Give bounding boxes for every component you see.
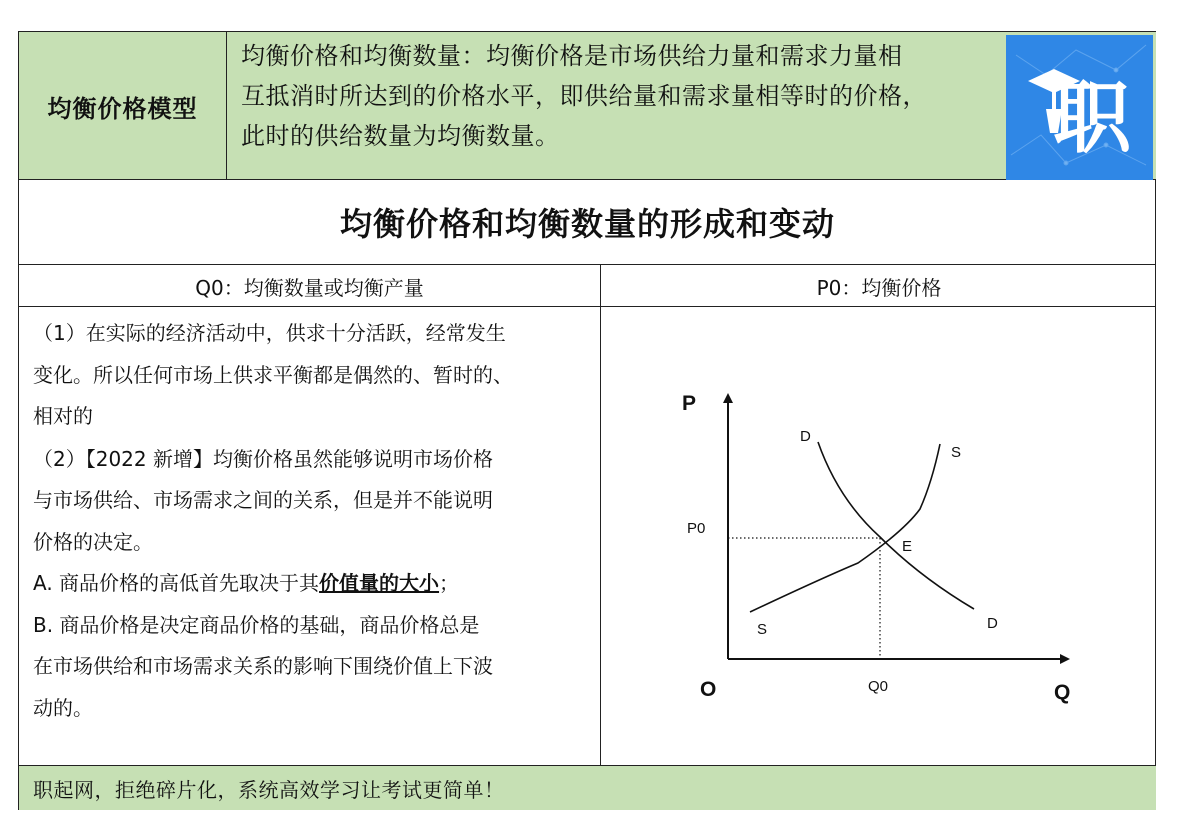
note-a-suffix: ； [439,571,460,595]
notes-text [19,307,601,766]
subheader-row [19,265,1156,307]
demand-label-top: D [800,428,811,445]
note-line: （1）在实际的经济活动中，供求十分活跃，经常发生 [33,321,506,345]
note-a-prefix: A. 商品价格的高低首先取决于其 [33,571,320,595]
origin-label: O [700,678,717,701]
chart-svg [602,307,1156,766]
note-line: 价格的决定。 [33,529,153,554]
definition-line: 此时的供给数量为均衡数量。 [241,122,560,150]
p0-label: P0 [687,520,706,537]
q0-label: Q0 [868,678,889,695]
info-card [18,31,1156,810]
q0-definition: Q0：均衡数量或均衡产量 [19,265,601,307]
logo-char: 职 [1052,74,1132,164]
definition-text [229,32,1009,180]
note-line: B. 商品价格是决定商品价格的基础，商品价格总是 [33,612,480,637]
content-row [19,307,1156,766]
note-line: 与市场供给、市场需求之间的关系，但是并不能说明 [33,488,493,512]
y-axis-label: P [682,392,697,415]
demand-label-bottom: D [987,615,998,632]
supply-label-bottom: S [757,621,768,638]
logo-graphic [1006,35,1153,180]
header-row [19,32,1156,180]
page-title: 均衡价格和均衡数量的形成和变动 [19,180,1156,265]
equilibrium-chart [602,307,1156,766]
supply-label-top: S [951,444,962,461]
footer-slogan: 职起网，拒绝碎片化，系统高效学习让考试更简单！ [19,766,1156,810]
note-line: 在市场供给和市场需求关系的影响下围绕价值上下波 [33,654,493,678]
note-a-emphasis: 价值量的大小 [319,571,440,595]
demand-curve [818,442,974,609]
note-line: 变化。所以任何市场上供求平衡都是偶然的、暂时的、 [33,362,513,387]
note-item-a [33,563,592,605]
note-line: （2）【2022 新增】均衡价格虽然能够说明市场价格 [33,446,493,471]
supply-curve [750,444,940,612]
x-axis-label: Q [1054,681,1071,704]
zhiqi-logo-icon [1006,35,1153,180]
definition-line: 互抵消时所达到的价格水平，即供给量和需求量相等时的价格， [241,82,927,110]
equilibrium-point-label: E [902,538,913,555]
model-label: 均衡价格模型 [19,32,227,180]
note-line: 动的。 [33,695,93,720]
p0-definition: P0：均衡价格 [816,275,942,300]
definition-line: 均衡价格和均衡数量：均衡价格是市场供给力量和需求力量相 [241,42,903,70]
note-line: 相对的 [33,404,93,428]
